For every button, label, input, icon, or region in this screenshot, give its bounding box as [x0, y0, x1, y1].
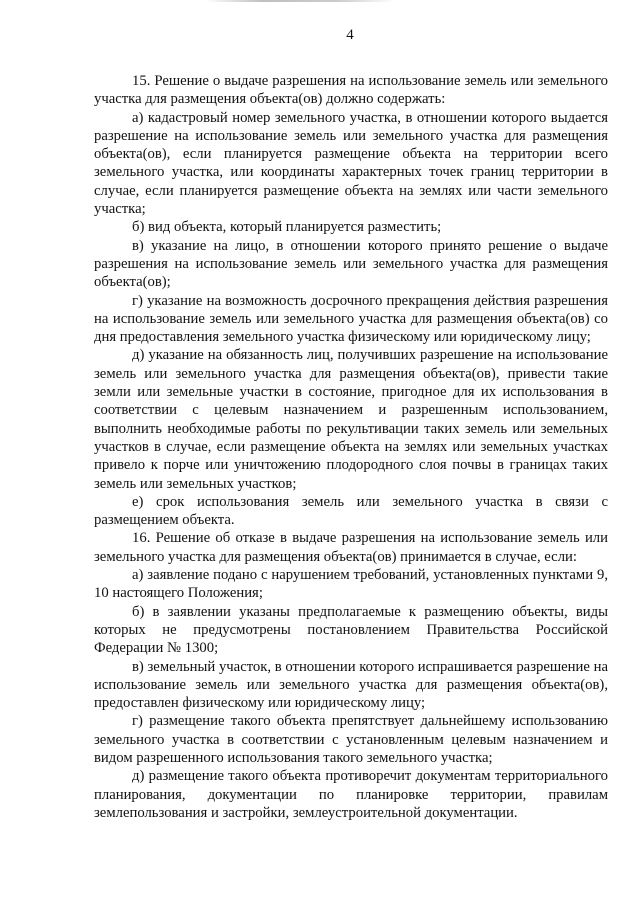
paragraph-15-b: б) вид объекта, который планируется разместить;	[132, 219, 442, 236]
paragraph-15-e: е) срок использования земель или земельного участка в связи с размещением объекта.	[94, 493, 608, 529]
paragraph-16: 16. Решение об отказе в выдаче разрешения на использование земель или земельного участка для размещения объекта(ов) принимается в случае, если:	[94, 530, 608, 565]
document-body	[94, 72, 608, 822]
paragraph-16-v: в) земельный участок, в отношении которого испрашивается разрешение на использование земель или земельного участка для размещения объекта(ов), предоставлен физическому или юридическому лицу;	[94, 658, 608, 712]
paragraph-15-a: а) кадастровый номер земельного участка, в отношении которого выдается разрешение на использование земель или земельного участка для размещения объекта(ов), если планируется размещение объекта на территории всего земельного участка, или координаты характерных точек границ территории в случае, если планируется размещение объекта на землях или части земельного участка;	[94, 109, 608, 218]
paragraph-15: 15. Решение о выдаче разрешения на использование земель или земельного участка для размещения объекта(ов) должно содержать:	[94, 73, 608, 108]
paragraph-16-b: б) в заявлении указаны предполагаемые к размещению объекты, виды которых не предусмотрены постановлением Правительства Российской Федерации № 1300;	[94, 603, 608, 657]
paragraph-16-g: г) размещение такого объекта препятствует дальнейшему использованию земельного участка в соответствии с установленным целевым назначением и видом разрешенного использования такого земельного участка;	[94, 713, 608, 766]
paragraph-16-d: д) размещение такого объекта противоречит документам территориального планирования, документации по планировке территории, правилам землепользования и застройки, землеустроительной документации.	[94, 768, 608, 821]
scan-artifact	[205, 0, 395, 2]
paragraph-15-v: в) указание на лицо, в отношении которого принято решение о выдаче разрешения на использование земель или земельного участка для размещения объекта(ов);	[94, 237, 608, 291]
page-number: 4	[346, 27, 354, 43]
paragraph-15-g: г) указание на возможность досрочного прекращения действия разрешения на использование земель или земельного участка для размещения объекта(ов) со дня предоставления земельного участка физическому или юридическому лицу;	[94, 292, 608, 346]
paragraph-16-a: а) заявление подано с нарушением требований, установленных пунктами 9, 10 настоящего Положения;	[94, 567, 608, 602]
paragraph-15-d: д) указание на обязанность лиц, получивших разрешение на использование земель или земельного участка для размещения объекта(ов), привести такие земли или земельные участки в состояние, пригодное для их использования в соответствии с целевым назначением и разрешенным использованием, выполнить необходимые работы по рекультивации таких земель или земельных участков в случае, если размещение объекта на землях или земельных участках привело к порче или уничтожению плодородного слоя почвы в границах таких земель или земельных участков;	[94, 347, 608, 492]
